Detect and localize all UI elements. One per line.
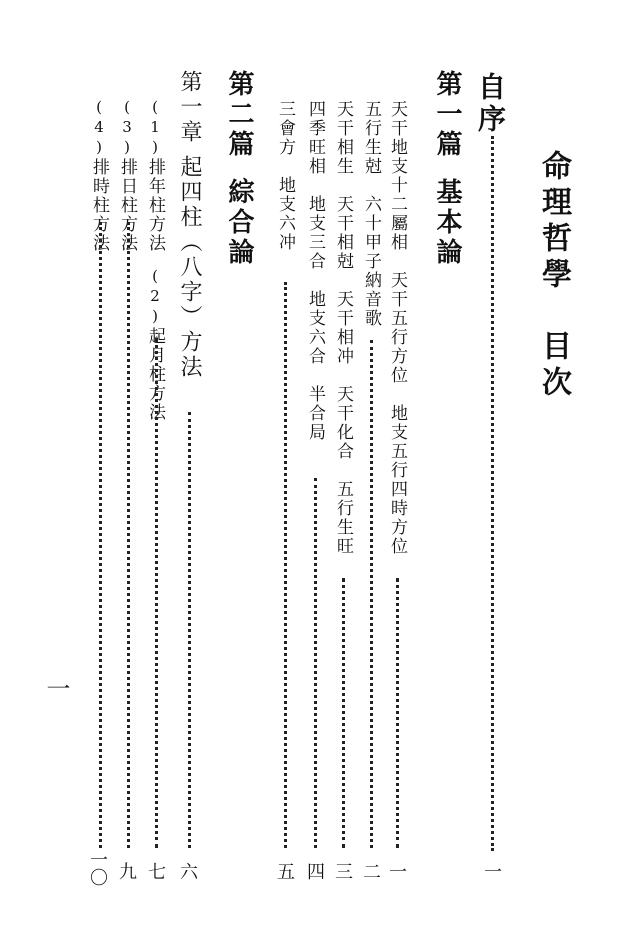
chapter1-item-4-page: 一〇 <box>87 850 108 886</box>
part2-heading <box>226 70 252 268</box>
item-1-mark: (1) <box>146 98 164 158</box>
part1-entry-4: 四季旺相 地支三合 地支六合 半合局 <box>305 100 325 442</box>
part1-entry-3-leader <box>342 578 345 848</box>
item-3-mark: (3) <box>118 98 136 158</box>
item-3-text: 排日柱方法 <box>117 158 137 253</box>
chapter1-item-3-page: 九 <box>116 862 137 880</box>
part1-entry-2: 五行生尅 六十甲子納音歌 <box>361 100 381 328</box>
chapter1-page: 六 <box>177 862 198 880</box>
part1-entry-4-page: 四 <box>304 862 325 880</box>
chapter1-name: 起四柱（八字）方法 <box>177 155 202 380</box>
part1-entry-2-leader <box>370 340 373 848</box>
chapter1-item-4-leader <box>99 222 102 848</box>
part1-label: 第一篇 <box>432 70 462 160</box>
part1-entry-5-leader <box>284 282 287 848</box>
part1-entry-1: 天干地支十二屬相 天干五行方位 地支五行四時方位 <box>387 100 407 556</box>
item-2-mark: (2) <box>146 267 164 327</box>
part1-entry-5-page: 五 <box>274 862 295 880</box>
part1-heading <box>434 70 460 268</box>
preface-page: 一 <box>481 862 502 880</box>
item-1-text: 排年柱方法 <box>145 158 165 253</box>
item-4-mark: (4) <box>90 98 108 158</box>
part1-entry-1-page: 一 <box>386 862 407 880</box>
item-4-text: 排時柱方法 <box>89 158 109 253</box>
part1-entry-2-page: 二 <box>360 862 381 880</box>
chapter1-heading <box>178 70 200 380</box>
page-title: 命理哲學 目次 <box>536 150 571 402</box>
page-folio: 一 <box>42 676 70 700</box>
item-2-text: 起月柱方法 <box>145 327 165 422</box>
chapter1-label: 第一章 <box>177 70 202 145</box>
part2-label: 第二篇 <box>224 70 254 160</box>
preface-heading: 自序 <box>474 72 507 136</box>
part1-entry-1-leader <box>396 578 399 848</box>
chapter1-item-1-page: 七 <box>145 862 166 880</box>
part1-entry-4-leader <box>314 478 317 848</box>
preface-leader <box>491 136 494 851</box>
part1-entry-3: 天干相生 天干相尅 天干相冲 天干化合 五行生旺 <box>333 100 353 556</box>
part1-entry-5: 三會方 地支六冲 <box>275 100 295 252</box>
part2-name: 綜合論 <box>224 178 254 268</box>
chapter1-item-1-leader <box>155 338 158 848</box>
part1-name: 基本論 <box>432 178 462 268</box>
chapter1-item-3-leader <box>127 222 130 848</box>
part1-entry-3-page: 三 <box>332 862 353 880</box>
chapter1-leader <box>188 412 191 848</box>
